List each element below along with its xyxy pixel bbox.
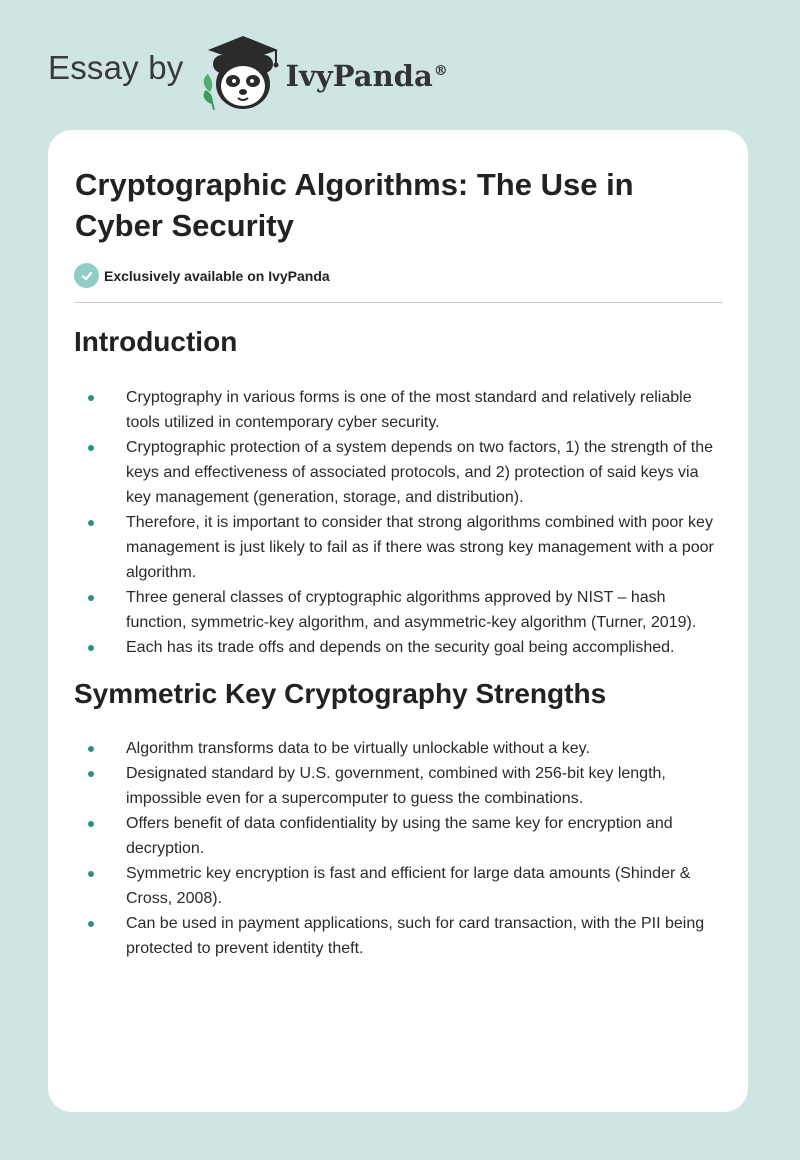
list-item: Each has its trade offs and depends on the security goal being accomplished.	[48, 635, 748, 660]
list-item: Cryptography in various forms is one of the most standard and relatively reliable tools utilized in contemporary cyber security.	[48, 385, 748, 435]
bullet-icon	[88, 520, 94, 526]
bullet-icon	[88, 746, 94, 752]
page-title: Cryptographic Algorithms: The Use in Cyber Security	[75, 167, 634, 243]
registered-mark: ®	[433, 63, 448, 80]
bullet-icon	[88, 821, 94, 827]
bullet-icon	[88, 871, 94, 877]
exclusive-badge-text: Exclusively available on IvyPanda	[104, 267, 330, 284]
divider	[74, 302, 723, 303]
bullet-icon	[88, 645, 94, 651]
brand-prefix: Essay by	[48, 49, 184, 86]
bullet-icon	[88, 595, 94, 601]
section-heading-symmetric-strengths: Symmetric Key Cryptography Strengths	[74, 678, 607, 709]
brand-name: IvyPanda®	[285, 59, 448, 93]
bullet-icon	[88, 771, 94, 777]
list-item: Offers benefit of data confidentiality by using the same key for encryption and decryption.	[48, 811, 748, 861]
bullet-icon	[88, 395, 94, 401]
bullet-icon	[88, 445, 94, 451]
list-item: Cryptographic protection of a system depends on two factors, 1) the strength of the keys and effectiveness of associated protocols, and 2) protection of said keys via key management (generation, storage, and distribution).	[48, 435, 748, 510]
exclusive-badge	[74, 263, 330, 288]
list-item: Algorithm transforms data to be virtually unlockable without a key.	[48, 736, 748, 761]
introduction-list	[48, 385, 748, 660]
section-heading-introduction: Introduction	[74, 326, 238, 357]
bullet-icon	[88, 921, 94, 927]
check-icon	[74, 263, 99, 288]
list-item: Symmetric key encryption is fast and efficient for large data amounts (Shinder & Cross, 2008).	[48, 861, 748, 911]
list-item: Can be used in payment applications, such for card transaction, with the PII being protected to prevent identity theft.	[48, 911, 748, 961]
brand-header	[48, 34, 448, 114]
list-item: Designated standard by U.S. government, combined with 256-bit key length, impossible even for a supercomputer to guess the combinations.	[48, 761, 748, 811]
essay-card	[48, 130, 748, 1112]
symmetric-strengths-list	[48, 736, 748, 961]
list-item: Therefore, it is important to consider that strong algorithms combined with poor key management is just likely to fail as if there was strong key management with a poor algorithm.	[48, 510, 748, 585]
panda-logo-icon	[198, 34, 284, 114]
list-item: Three general classes of cryptographic algorithms approved by NIST – hash function, symmetric-key algorithm, and asymmetric-key algorithm (Turner, 2019).	[48, 585, 748, 635]
